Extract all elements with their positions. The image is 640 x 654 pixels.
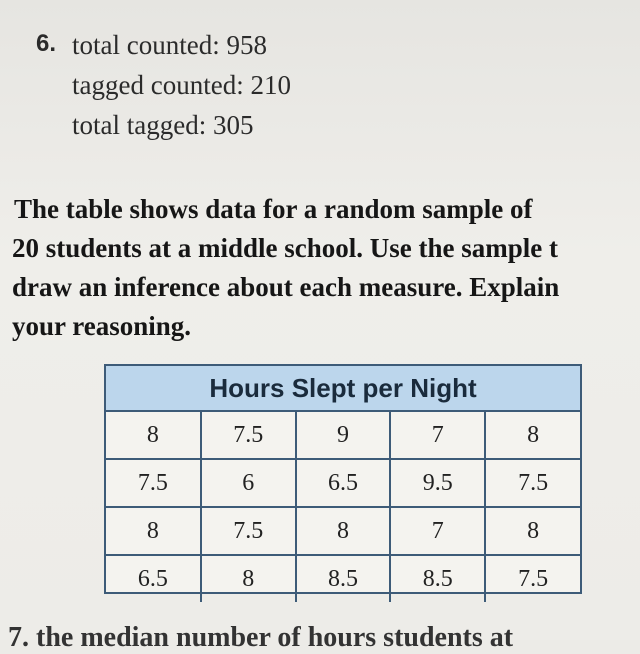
table-cell: 8 [485, 412, 580, 459]
table-cell: 6 [201, 459, 296, 507]
table-cell: 7.5 [106, 459, 201, 507]
table-row [106, 555, 580, 602]
table-cell: 7.5 [201, 507, 296, 555]
table-title: Hours Slept per Night [106, 366, 580, 412]
table-cell: 7 [390, 507, 485, 555]
table-cell: 6.5 [106, 555, 201, 602]
table-cell: 8.5 [296, 555, 391, 602]
table-cell: 7 [390, 412, 485, 459]
table-cell: 9 [296, 412, 391, 459]
problem-7-cutoff: 7. the median number of hours students at [8, 622, 514, 653]
tagged-counted-line: tagged counted: 210 [72, 70, 291, 100]
table-cell: 7.5 [485, 459, 580, 507]
table-cell: 8 [106, 412, 201, 459]
table-cell: 8 [296, 507, 391, 555]
problem-6-number: 6. [36, 30, 57, 57]
prompt-line-4: your reasoning. [12, 311, 192, 341]
table-row [106, 459, 580, 507]
table-cell: 7.5 [201, 412, 296, 459]
total-tagged-line: total tagged: 305 [72, 110, 254, 140]
table-cell: 6.5 [296, 459, 391, 507]
prompt-line-3: draw an inference about each measure. Explain [12, 272, 560, 302]
table-cell: 8 [201, 555, 296, 602]
table-cell: 9.5 [390, 459, 485, 507]
problem-prompt [12, 190, 640, 346]
total-counted-line: total counted: 958 [72, 30, 267, 60]
table-cell: 8 [485, 507, 580, 555]
table-cell: 8.5 [390, 555, 485, 602]
table-body [106, 412, 580, 602]
prompt-line-2: 20 students at a middle school. Use the sample t [12, 233, 559, 263]
table-row [106, 507, 580, 555]
table-cell: 7.5 [485, 555, 580, 602]
hours-slept-table [104, 364, 582, 594]
table-cell: 8 [106, 507, 201, 555]
table-row [106, 412, 580, 459]
prompt-line-1: The table shows data for a random sample of [14, 194, 533, 224]
